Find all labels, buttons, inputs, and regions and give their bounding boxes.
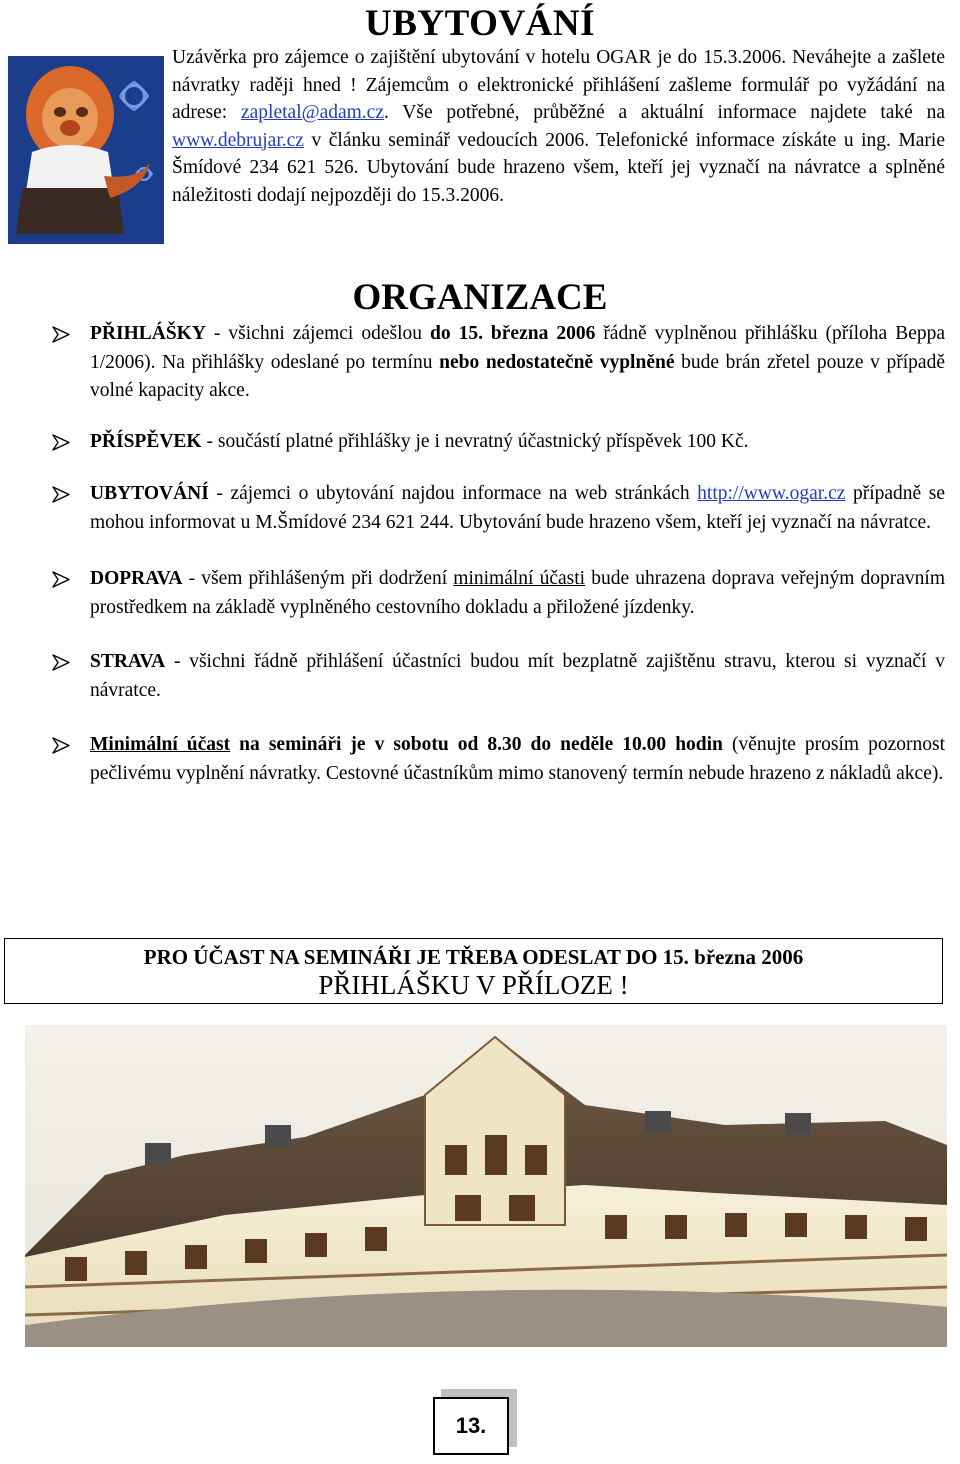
notice-line-2: PŘIHLÁŠKU V PŘÍLOZE ! xyxy=(318,970,629,1000)
intro-deadline-text: Uzávěrka pro zájemce o zajištění ubytování v hotelu OGAR je do 15.3.2006. xyxy=(172,47,787,68)
figurine-image xyxy=(8,56,164,244)
list-item-doprava: DOPRAVA - všem přihlášeným při dodržení minimální účasti bude uhrazena doprava veřejným dopravním prostředkem na základě vyplněného cestovního dokladu a přiložené jízdenky. xyxy=(52,565,945,622)
email-link[interactable]: zapletal@adam.cz xyxy=(240,102,384,123)
deadline-notice-box xyxy=(4,938,943,1004)
intro-paragraph xyxy=(172,44,945,209)
hotel-image xyxy=(25,1025,947,1347)
list-item-minimalni-ucast: Minimální účast na semináři je v sobotu od 8.30 do neděle 10.00 hodin (věnujte prosím pozornost pečlivému vyplnění návratky. Cestovné účastníkům mimo stanovený termín nebude hrazeno z nákladů akce). xyxy=(52,731,945,788)
list-item-prihlasky: PŘIHLÁŠKY - všichni zájemci odešlou do 15. března 2006 řádně vyplněnou přihlášku (příloha Beppa 1/2006). Na přihlášky odeslané po termínu nebo nedostatečně vyplněné bude brán zřetel pouze v případě volné kapacity akce. xyxy=(52,320,945,406)
ogar-link[interactable]: http://www.ogar.cz xyxy=(697,483,846,504)
organizace-heading: ORGANIZACE xyxy=(352,277,608,318)
page-heading: UBYTOVÁNÍ xyxy=(365,3,595,44)
intro-info-text: Vše potřebné, průběžné a aktuální informace najdete také na xyxy=(402,102,945,123)
arrow-bullet-icon xyxy=(52,434,70,451)
organizace-list xyxy=(52,320,945,788)
list-item-strava: STRAVA - všichni řádně přihlášení účastníci budou mít bezplatně zajištěnu stravu, kterou si vyznačí v návratce. xyxy=(52,648,945,705)
arrow-bullet-icon xyxy=(52,486,70,503)
list-item-prispevek: PŘÍSPĚVEK - součástí platné přihlášky je i nevratný účastnický příspěvek 100 Kč. xyxy=(52,428,945,457)
arrow-bullet-icon xyxy=(52,654,70,671)
intro-period: . xyxy=(383,102,389,123)
debrujar-link[interactable]: www.debrujar.cz xyxy=(172,129,304,151)
arrow-bullet-icon xyxy=(52,737,70,754)
arrow-bullet-icon xyxy=(52,571,70,588)
intro-contact-text: v článku seminář vedoucích 2006. Telefonické informace získáte u ing. Marie Šmídové 234 621 526. Ubytování bude hrazeno všem, kteří jej vyznačí na návratce a splněné náležitosti dodají nejpozději do 15.3.2006. xyxy=(172,129,945,206)
intro-forms-text: Neváhejte a zašlete návratky raději hned ! Zájemcům o elektronické přihlášení zašleme formulář po vyžádání na adrese: xyxy=(172,47,945,123)
notice-line-1: PRO ÚČAST NA SEMINÁŘI JE TŘEBA ODESLAT DO 15. března 2006 xyxy=(143,945,804,969)
page-number: 13. xyxy=(433,1397,509,1455)
arrow-bullet-icon xyxy=(52,326,70,343)
list-item-ubytovani: UBYTOVÁNÍ - zájemci o ubytování najdou informace na web stránkách http://www.ogar.cz případně se mohou informovat u M.Šmídové 234 621 244. Ubytování bude hrazeno všem, kteří jej vyznačí na návratce. xyxy=(52,480,945,537)
